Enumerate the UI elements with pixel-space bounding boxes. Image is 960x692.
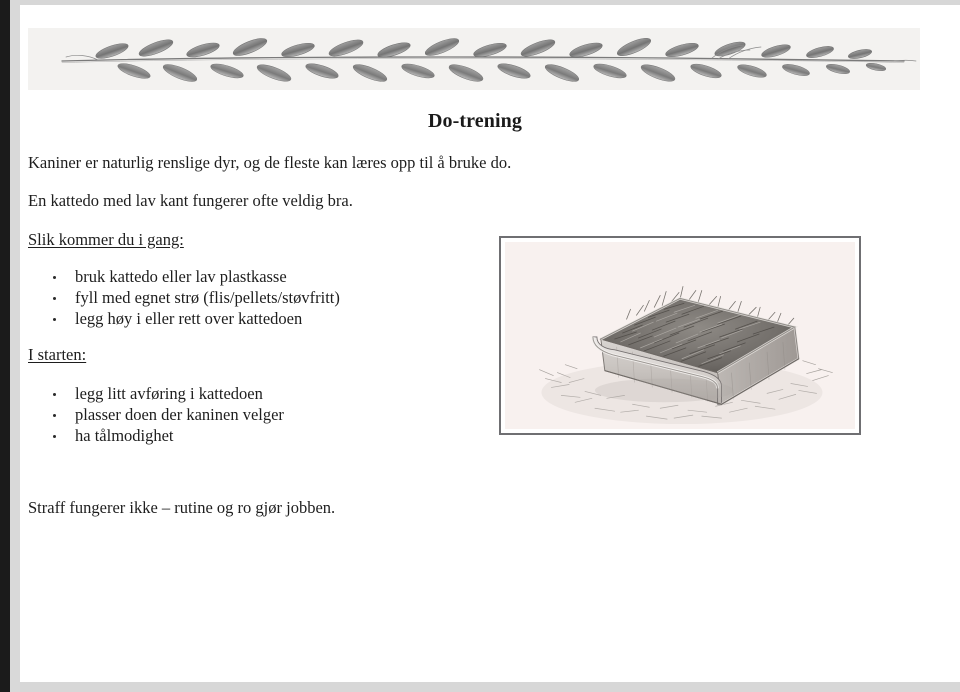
section-heading-getting-started: Slik kommer du i gang: (28, 230, 184, 249)
list-item: bruk kattedo eller lav plastkasse (28, 266, 340, 287)
document-page (20, 5, 960, 682)
litter-box-figure-frame (499, 236, 861, 435)
page-bottom-edge (20, 682, 960, 692)
list-item: ha tålmodighet (28, 425, 284, 446)
list-item: legg litt avføring i kattedoen (28, 383, 284, 404)
list-item: plasser doen der kaninen velger (28, 404, 284, 425)
left-rail-gap (10, 0, 20, 692)
closing-paragraph: Straff fungerer ikke – rutine og ro gjør jobben. (28, 498, 336, 517)
intro-paragraph-2: En kattedo med lav kant fungerer ofte veldig bra. (28, 191, 353, 210)
bullet-list-getting-started (28, 266, 340, 329)
litter-box-illustration (505, 242, 855, 429)
bullet-list-at-the-start (28, 383, 284, 446)
left-edge-bar (0, 0, 10, 692)
section-heading-at-the-start: I starten: (28, 345, 87, 364)
list-item: fyll med egnet strø (flis/pellets/støvfritt) (28, 287, 340, 308)
intro-paragraph-1: Kaniner er naturlig renslige dyr, og de fleste kan læres opp til å bruke do. (28, 153, 512, 172)
list-item: legg høy i eller rett over kattedoen (28, 308, 340, 329)
header-vine-banner (28, 28, 920, 90)
page-title: Do-trening (428, 110, 522, 132)
